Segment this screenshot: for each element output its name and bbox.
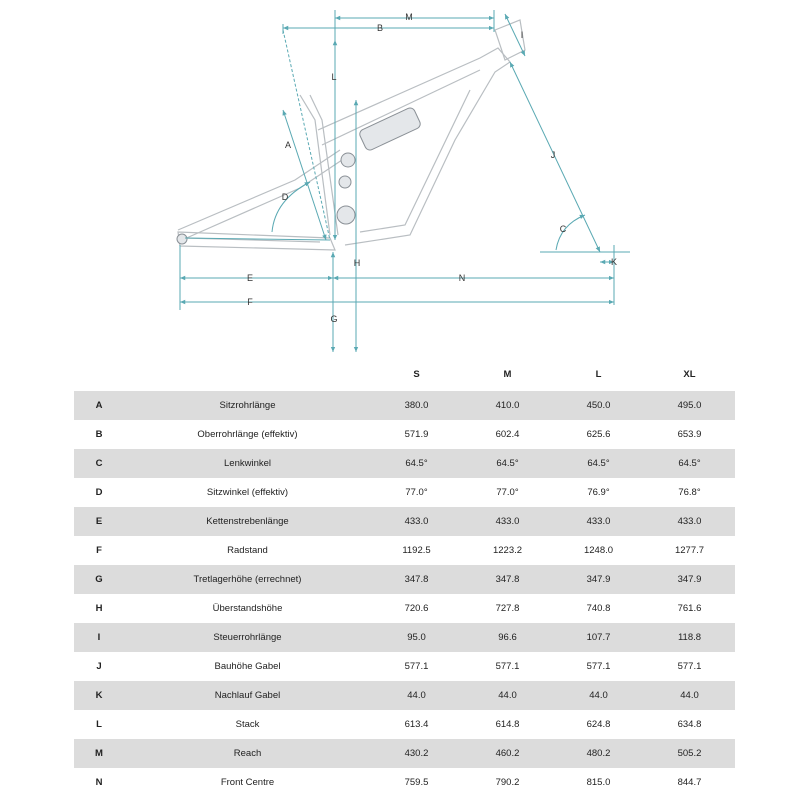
row-key: G bbox=[74, 565, 124, 594]
value-size-s: 95.0 bbox=[371, 623, 462, 652]
value-size-l: 107.7 bbox=[553, 623, 644, 652]
header-size-s: S bbox=[413, 369, 420, 380]
table-row bbox=[74, 710, 735, 739]
table-row bbox=[74, 565, 735, 594]
value-size-m: 96.6 bbox=[462, 623, 553, 652]
value-size-m: 790.2 bbox=[495, 777, 520, 788]
value-size-m: 410.0 bbox=[462, 391, 553, 420]
value-size-xl: 347.9 bbox=[644, 565, 735, 594]
value-size-xl: 118.8 bbox=[644, 623, 735, 652]
header-key bbox=[74, 358, 124, 391]
label-a: A bbox=[284, 140, 292, 150]
value-size-s: 613.4 bbox=[404, 719, 429, 730]
value-size-xl: 76.8° bbox=[678, 487, 701, 498]
value-size-s: 347.8 bbox=[371, 565, 462, 594]
label-l: L bbox=[331, 72, 337, 82]
header-size-l: L bbox=[595, 369, 602, 380]
row-key: K bbox=[74, 681, 124, 710]
label-n: N bbox=[458, 273, 466, 283]
value-size-xl: 761.6 bbox=[677, 603, 702, 614]
table-row bbox=[74, 739, 735, 768]
value-size-s: 380.0 bbox=[371, 391, 462, 420]
table-row bbox=[74, 449, 735, 478]
row-name: Nachlauf Gabel bbox=[124, 681, 371, 710]
value-size-s: 759.5 bbox=[404, 777, 429, 788]
value-size-xl: 634.8 bbox=[677, 719, 702, 730]
value-size-l: 625.6 bbox=[586, 429, 611, 440]
value-size-s: 571.9 bbox=[404, 429, 429, 440]
geometry-table bbox=[74, 358, 735, 797]
value-size-m: 77.0° bbox=[496, 487, 519, 498]
table-row bbox=[74, 623, 735, 652]
value-size-m: 1223.2 bbox=[492, 545, 523, 556]
value-size-xl: 577.1 bbox=[677, 661, 702, 672]
label-g: G bbox=[330, 314, 338, 324]
row-name: Kettenstrebenlänge bbox=[124, 507, 371, 536]
table-row bbox=[74, 420, 735, 449]
value-size-l: 577.1 bbox=[586, 661, 611, 672]
value-size-xl: 505.2 bbox=[644, 739, 735, 768]
row-key: J bbox=[96, 661, 102, 672]
row-name: Reach bbox=[124, 739, 371, 768]
value-size-l: 624.8 bbox=[586, 719, 611, 730]
value-size-xl: 1277.7 bbox=[674, 545, 705, 556]
value-size-s: 64.5° bbox=[371, 449, 462, 478]
value-size-m: 460.2 bbox=[462, 739, 553, 768]
value-size-m: 614.8 bbox=[495, 719, 520, 730]
value-size-l: 347.9 bbox=[553, 565, 644, 594]
table-header-row bbox=[74, 358, 735, 391]
value-size-s: 1192.5 bbox=[402, 545, 431, 556]
value-size-xl: 653.9 bbox=[677, 429, 702, 440]
label-h: H bbox=[353, 258, 361, 268]
row-key: M bbox=[74, 739, 124, 768]
row-key: A bbox=[74, 391, 124, 420]
row-key: H bbox=[95, 603, 103, 614]
row-name: Tretlagerhöhe (errechnet) bbox=[124, 565, 371, 594]
value-size-xl: 44.0 bbox=[644, 681, 735, 710]
label-b: B bbox=[376, 23, 384, 33]
value-size-xl: 433.0 bbox=[644, 507, 735, 536]
value-size-l: 433.0 bbox=[553, 507, 644, 536]
value-size-l: 480.2 bbox=[553, 739, 644, 768]
value-size-m: 64.5° bbox=[462, 449, 553, 478]
value-size-l: 44.0 bbox=[553, 681, 644, 710]
row-name: Lenkwinkel bbox=[124, 449, 371, 478]
value-size-l: 740.8 bbox=[586, 603, 611, 614]
label-d: D bbox=[281, 192, 289, 202]
value-size-xl: 495.0 bbox=[644, 391, 735, 420]
label-j: J bbox=[550, 150, 556, 160]
table-row bbox=[74, 768, 735, 797]
value-size-m: 347.8 bbox=[462, 565, 553, 594]
row-key: F bbox=[96, 545, 102, 556]
row-key: N bbox=[95, 777, 103, 788]
row-name: Sitzrohrlänge bbox=[124, 391, 371, 420]
row-name: Steuerrohrlänge bbox=[124, 623, 371, 652]
bike-frame-outline bbox=[177, 20, 525, 250]
label-k: K bbox=[610, 257, 618, 267]
value-size-m: 602.4 bbox=[495, 429, 520, 440]
table-row bbox=[74, 652, 735, 681]
table-row bbox=[74, 478, 735, 507]
value-size-xl: 844.7 bbox=[677, 777, 702, 788]
value-size-xl: 64.5° bbox=[644, 449, 735, 478]
label-e: E bbox=[246, 273, 254, 283]
table-row bbox=[74, 391, 735, 420]
value-size-l: 1248.0 bbox=[583, 545, 614, 556]
row-name: Radstand bbox=[227, 545, 268, 556]
value-size-m: 727.8 bbox=[495, 603, 520, 614]
value-size-l: 450.0 bbox=[553, 391, 644, 420]
row-key: I bbox=[74, 623, 124, 652]
value-size-m: 577.1 bbox=[495, 661, 520, 672]
value-size-s: 44.0 bbox=[371, 681, 462, 710]
table-row bbox=[74, 594, 735, 623]
label-f: F bbox=[247, 297, 253, 307]
row-name: Überstandshöhe bbox=[212, 603, 283, 614]
value-size-s: 433.0 bbox=[371, 507, 462, 536]
table-row bbox=[74, 681, 735, 710]
value-size-l: 64.5° bbox=[553, 449, 644, 478]
row-name: Oberrohrlänge (effektiv) bbox=[197, 429, 298, 440]
label-m: M bbox=[405, 12, 413, 22]
geometry-table-body bbox=[74, 391, 735, 797]
header-size-xl: XL bbox=[683, 369, 696, 380]
header-name bbox=[124, 358, 371, 391]
row-key: D bbox=[95, 487, 103, 498]
value-size-s: 77.0° bbox=[405, 487, 428, 498]
label-c: C bbox=[559, 224, 567, 234]
row-name: Sitzwinkel (effektiv) bbox=[206, 487, 289, 498]
value-size-m: 44.0 bbox=[462, 681, 553, 710]
table-row bbox=[74, 536, 735, 565]
row-name: Bauhöhe Gabel bbox=[214, 661, 281, 672]
row-key: B bbox=[95, 429, 103, 440]
row-name: Front Centre bbox=[220, 777, 275, 788]
value-size-s: 720.6 bbox=[404, 603, 429, 614]
value-size-m: 433.0 bbox=[462, 507, 553, 536]
value-size-s: 430.2 bbox=[371, 739, 462, 768]
value-size-s: 577.1 bbox=[404, 661, 429, 672]
value-size-l: 815.0 bbox=[586, 777, 611, 788]
table-row bbox=[74, 507, 735, 536]
row-key: C bbox=[74, 449, 124, 478]
frame-geometry-diagram bbox=[0, 0, 800, 360]
header-size-m: M bbox=[503, 369, 512, 380]
label-i: I bbox=[520, 30, 524, 40]
value-size-l: 76.9° bbox=[587, 487, 610, 498]
row-key: L bbox=[96, 719, 102, 730]
row-key: E bbox=[74, 507, 124, 536]
row-name: Stack bbox=[235, 719, 260, 730]
